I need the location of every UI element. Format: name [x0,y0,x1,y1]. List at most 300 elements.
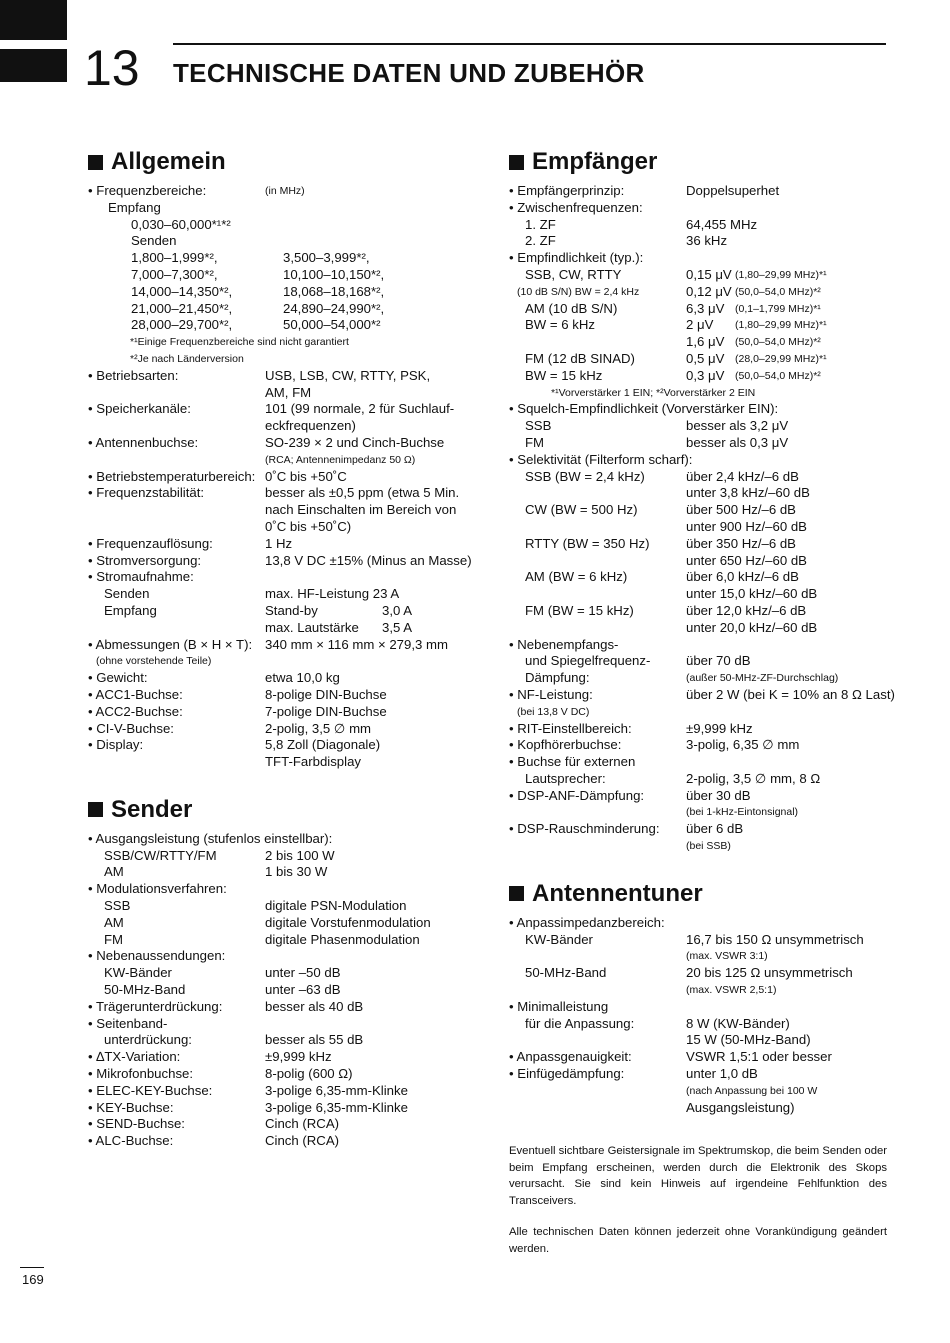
spec-row [88,317,468,334]
spec-row [88,485,468,502]
spec-label: • Frequenzstabilität: [88,485,205,501]
spec-value: 1 Hz [265,535,293,551]
spec-label: KW-Bänder [525,931,593,947]
spec-label: AM [104,864,124,880]
spec-value: max. HF-Leistung 23 A [265,586,400,602]
spec-value: 1,6 μV [686,334,725,350]
section-title: Sender [111,795,193,823]
spec-row [88,1032,468,1049]
spec-extra: 3,0 A [382,602,413,618]
spec-label: • Antennenbuchse: [88,434,199,450]
spec-row [88,898,468,915]
spec-row [88,637,468,654]
spec-value: eckfrequenzen) [265,418,356,434]
spec-value: (max. VSWR 2,5:1) [686,984,777,997]
spec-row [88,586,468,603]
spec-value: 2 bis 100 W [265,847,335,863]
spec-row [88,948,468,965]
spec-value: 3-polig, 6,35 ∅ mm [686,737,800,753]
spec-row [88,569,468,586]
spec-row [509,485,889,502]
spec-label: *¹Einige Frequenzbereiche sind nicht garantiert [130,336,349,349]
square-bullet-icon [509,886,524,901]
spec-row [509,1100,889,1117]
spec-label: und Spiegelfrequenz- [525,653,651,669]
spec-label: 28,000–29,700*², [131,317,233,333]
spec-label: • Speicherkanäle: [88,401,191,417]
spec-value: besser als 40 dB [265,998,364,1014]
spec-row [88,915,468,932]
spec-value: über 6 dB [686,821,744,837]
spec-value: besser als 0,3 μV [686,434,789,450]
spec-label: • Abmessungen (B × H × T): [88,636,253,652]
spec-value: 8-polige DIN-Buchse [265,686,387,702]
spec-value: 64,455 MHz [686,216,758,232]
spec-label: 1. ZF [525,216,556,232]
spec-row [509,737,889,754]
note-ghost-signals: Eventuell sichtbare Geistersignale im Spektrumskop, die beim Senden oder beim Empfang erscheinen, werden durch die Elektronik des Skops verursacht. Sie sind kein Hinweis auf irgendeine Fehlfunktion des Transceivers. [509,1145,888,1207]
spec-label: AM [104,914,124,930]
spec-row [88,1016,468,1033]
spec-row [88,217,468,234]
square-bullet-icon [88,802,103,817]
spec-value: unter 1,0 dB [686,1066,758,1082]
spec-label: FM (BW = 15 kHz) [525,602,634,618]
spec-extra: (50,0–54,0 MHz)*² [735,336,821,349]
spec-value: max. Lautstärke [265,619,359,635]
spec-row [88,603,468,620]
spec-row [88,932,468,949]
spec-label: • Selektivität (Filterform scharf): [509,451,693,467]
spec-label: SSB, CW, RTTY [525,266,622,282]
spec-value: 3-polige 6,35-mm-Klinke [265,1082,408,1098]
spec-row [509,948,889,965]
spec-label: • Empfindlichkeit (typ.): [509,250,644,266]
spec-row [88,1066,468,1083]
spec-label: Empfang [104,602,157,618]
spec-row [509,401,889,418]
note-spec-change: Alle technischen Daten können jederzeit ohne Vorankündigung geändert werden. [509,1226,887,1255]
spec-row [509,502,889,519]
spec-label: 50-MHz-Band [104,982,186,998]
spec-value: nach Einschalten im Bereich von [265,502,457,518]
spec-row [88,334,468,351]
spec-row [88,267,468,284]
spec-label: 2. ZF [525,233,556,249]
section-title: Allgemein [111,148,226,175]
spec-label: 0,030–60,000*¹*² [131,216,231,232]
spec-row [509,965,889,982]
spec-value: über 30 dB [686,787,751,803]
spec-row [509,200,889,217]
spec-value: besser als 55 dB [265,1032,364,1048]
spec-label: AM (10 dB S/N) [525,300,618,316]
spec-row [88,250,468,267]
spec-label: 7,000–7,300*², [131,266,218,282]
spec-label: • Nebenaussendungen: [88,948,226,964]
spec-label: • DSP-Rauschminderung: [509,821,660,837]
spec-label: unterdrückung: [104,1032,192,1048]
spec-extra: (50,0–54,0 MHz)*² [735,369,821,382]
spec-value: unter 20,0 kHz/–60 dB [686,619,818,635]
spec-row [88,653,468,670]
spec-label: • Betriebstemperaturbereich: [88,468,256,484]
spec-row [88,721,468,738]
spec-row [88,999,468,1016]
spec-row [509,686,895,704]
spec-value: 24,890–24,990*², [283,300,385,316]
spec-row [509,469,889,486]
spec-value: Ausgangsleistung) [686,1099,795,1115]
spec-label: • Kopfhörerbuchse: [509,737,622,753]
spec-row [509,637,889,654]
spec-row [509,553,889,570]
spec-label: • Zwischenfrequenzen: [509,199,643,215]
spec-value: 20 bis 125 Ω unsymmetrisch [686,965,853,981]
spec-label: SSB/CW/RTTY/FM [104,847,217,863]
spec-row [509,183,889,200]
spec-row [509,804,889,821]
spec-row [88,1100,468,1117]
spec-label: (ohne vorstehende Teile) [96,655,212,668]
right-column [509,145,895,1116]
spec-value: unter –63 dB [265,982,341,998]
spec-label: • Empfängerprinzip: [509,183,625,198]
spec-value: (nach Anpassung bei 100 W [686,1084,818,1097]
spec-value: 13,8 V DC ±15% (Minus an Masse) [265,552,472,568]
spec-row [88,301,468,318]
spec-value: (RCA; Antennenimpedanz 50 Ω) [265,453,416,466]
spec-extra: (1,80–29,99 MHz)*¹ [735,268,827,281]
spec-row [509,351,889,368]
spec-label: für die Anpassung: [525,1015,635,1031]
spec-row [88,864,468,881]
spec-value: 36 kHz [686,233,728,249]
spec-label: Dämpfung: [525,670,590,686]
spec-value: USB, LSB, CW, RTTY, PSK, [265,367,431,383]
spec-label: Senden [104,586,150,602]
spec-label: • Display: [88,737,144,753]
spec-value: 0,5 μV [686,350,725,366]
spec-row [88,552,472,570]
spec-row [88,1116,468,1133]
spec-row [88,368,468,385]
spec-row [509,620,889,637]
spec-row [509,435,889,452]
page-number-rule [20,1267,44,1268]
spec-row [88,183,468,200]
spec-row [509,821,889,838]
spec-value: (max. VSWR 3:1) [686,950,768,963]
spec-value: unter 15,0 kHz/–60 dB [686,586,818,602]
spec-value: TFT-Farbdisplay [265,754,361,770]
spec-value: besser als 3,2 μV [686,418,789,434]
spec-label: • Betriebsarten: [88,367,179,383]
spec-label: • Seitenband- [88,1015,168,1031]
spec-row [88,754,468,771]
spec-row [509,569,889,586]
spec-label: • Stromaufnahme: [88,569,194,585]
spec-label: • KEY-Buchse: [88,1099,174,1115]
spec-row [88,519,468,536]
spec-label: FM [104,931,124,947]
spec-value: besser als ±0,5 ppm (etwa 5 Min. [265,485,460,501]
spec-label: • Anpassgenauigkeit: [509,1049,632,1065]
spec-value: unter 900 Hz/–60 dB [686,518,807,534]
spec-value: 50,000–54,000*² [283,317,381,333]
spec-label: *¹Vorverstärker 1 EIN; *²Vorverstärker 2 EIN [551,386,756,399]
spec-label: AM (BW = 6 kHz) [525,569,628,585]
spec-label: • Buchse für externen [509,754,636,770]
spec-value: 0˚C bis +50˚C [265,468,347,484]
spec-value: digitale Vorstufenmodulation [265,914,431,930]
spec-label: (10 dB S/N) BW = 2,4 kHz [517,285,640,298]
spec-label: SSB [104,898,131,914]
spec-value: 8-polig (600 Ω) [265,1066,353,1082]
spec-row [509,1066,889,1083]
spec-row [509,704,889,721]
spec-label: • Mikrofonbuchse: [88,1066,194,1082]
spec-row [509,217,889,234]
spec-label: • Nebenempfangs- [509,636,619,652]
spec-row [88,233,468,250]
spec-value: Cinch (RCA) [265,1133,340,1149]
spec-value: 340 mm × 116 mm × 279,3 mm [265,636,448,652]
spec-row [88,200,468,217]
spec-label: • Einfügedämpfung: [509,1066,625,1082]
spec-label: Lautsprecher: [525,770,606,786]
spec-label: • NF-Leistung: [509,686,593,702]
spec-row [509,603,889,620]
spec-value: digitale PSN-Modulation [265,898,407,914]
spec-value: etwa 10,0 kg [265,670,340,686]
spec-row [509,1083,889,1100]
spec-row [509,334,889,351]
spec-label: • DSP-ANF-Dämpfung: [509,787,645,803]
spec-label: *²Je nach Länderversion [130,352,244,365]
spec-row [88,452,468,469]
spec-value: 0,12 μV [686,283,732,299]
section-heading [88,145,468,179]
spec-row [88,881,468,898]
spec-row [88,620,468,637]
spec-label: • Frequenzauflösung: [88,535,213,551]
chapter-tab-bar [0,0,67,40]
spec-row [509,721,889,738]
spec-row [88,737,468,754]
spec-label: Empfang [108,199,161,215]
spec-row [88,435,468,452]
spec-label: BW = 15 kHz [525,367,603,383]
spec-row [88,385,468,402]
spec-value: Doppelsuperhet [686,183,780,198]
spec-row [509,250,889,267]
spec-row [88,469,468,486]
spec-extra: (28,0–29,99 MHz)*¹ [735,352,827,365]
spec-row [509,317,889,334]
spec-value: 8 W (KW-Bänder) [686,1015,790,1031]
spec-label: CW (BW = 500 Hz) [525,502,638,518]
left-column [88,145,472,1150]
spec-row [509,1016,889,1033]
spec-value: (in MHz) [265,185,305,197]
spec-row [88,536,468,553]
spec-row [88,401,468,418]
spec-row [509,838,889,855]
spec-label: KW-Bänder [104,965,172,981]
spec-value: (außer 50-MHz-ZF-Durchschlag) [686,672,839,685]
section-title: Antennentuner [532,879,703,907]
spec-row [509,267,889,284]
spec-row [509,418,889,435]
spec-value: 2 μV [686,317,714,333]
spec-value: 3-polige 6,35-mm-Klinke [265,1099,408,1115]
spec-row [88,982,468,999]
spec-value: 15 W (50-MHz-Band) [686,1032,811,1048]
spec-row [509,670,889,687]
spec-value: SO-239 × 2 und Cinch-Buchse [265,434,445,450]
spec-row [509,586,889,603]
section-title: Empfänger [532,148,658,175]
spec-row [509,284,889,301]
spec-row [509,385,889,402]
spec-label: (bei 13,8 V DC) [517,705,590,718]
spec-extra: (0,1–1,799 MHz)*¹ [735,302,821,315]
spec-row [88,351,468,368]
page-number: 169 [22,1272,44,1287]
spec-row [509,233,889,250]
spec-value: unter 650 Hz/–60 dB [686,552,807,568]
spec-value: AM, FM [265,384,312,400]
spec-row [88,687,468,704]
spec-row [88,704,468,721]
spec-value: 1 bis 30 W [265,864,328,880]
spec-row [509,771,889,788]
spec-row [88,502,468,519]
spec-value: über 6,0 kHz/–6 dB [686,569,799,585]
spec-label: • ELEC-KEY-Buchse: [88,1082,213,1098]
spec-label: • CI-V-Buchse: [88,720,174,736]
spec-row [88,831,468,848]
spec-label: 14,000–14,350*², [131,283,233,299]
spec-row [509,301,889,318]
spec-value: 0,3 μV [686,367,725,383]
spec-value: VSWR 1,5:1 oder besser [686,1049,832,1065]
spec-value: (bei SSB) [686,840,731,853]
spec-label: • Ausgangsleistung (stufenlos einstellbar): [88,830,333,846]
spec-value: ±9,999 kHz [686,720,753,736]
spec-value: 5,8 Zoll (Diagonale) [265,737,381,753]
spec-row [509,932,889,949]
spec-label: • RIT-Einstellbereich: [509,720,632,736]
spec-value: 6,3 μV [686,300,725,316]
spec-row [88,670,468,687]
spec-row [88,1083,468,1100]
spec-row [509,915,889,932]
spec-label: SSB [525,418,552,434]
spec-label: RTTY (BW = 350 Hz) [525,535,650,551]
spec-label: • ∆TX-Variation: [88,1049,181,1065]
spec-row [88,284,468,301]
spec-label: • ALC-Buchse: [88,1133,174,1149]
spec-label: FM (12 dB SINAD) [525,350,635,366]
spec-value: 3,500–3,999*², [283,250,370,266]
spec-value: über 500 Hz/–6 dB [686,502,796,518]
square-bullet-icon [509,155,524,170]
spec-row [509,1049,889,1066]
spec-value: über 12,0 kHz/–6 dB [686,602,807,618]
spec-label: 21,000–21,450*², [131,300,233,316]
spec-value: (bei 1-kHz-Eintonsignal) [686,806,799,819]
spec-value: 18,068–18,168*², [283,283,385,299]
spec-value: unter –50 dB [265,965,341,981]
spec-row [509,519,889,536]
spec-label: BW = 6 kHz [525,317,595,333]
spec-row [509,1032,889,1049]
spec-label: • Frequenzbereiche: [88,183,207,198]
spec-label: • Trägerunterdrückung: [88,998,223,1014]
chapter-tab-marker [0,49,67,82]
spec-row [509,368,889,385]
spec-value: 0˚C bis +50˚C) [265,518,352,534]
spec-value: 10,100–10,150*², [283,266,385,282]
spec-label: • Gewicht: [88,670,148,686]
square-bullet-icon [88,155,103,170]
spec-row [88,1049,468,1066]
spec-label: • Modulationsverfahren: [88,881,227,897]
spec-value: Cinch (RCA) [265,1116,340,1132]
spec-label: FM [525,434,545,450]
spec-label: • Stromversorgung: [88,552,202,568]
spec-row [509,653,889,670]
spec-row [88,965,468,982]
spec-row [509,452,889,469]
spec-label: SSB (BW = 2,4 kHz) [525,468,645,484]
spec-label: • ACC1-Buchse: [88,686,183,702]
spec-value: 0,15 μV [686,266,732,282]
spec-value: 101 (99 normale, 2 für Suchlauf- [265,401,455,417]
spec-value: über 70 dB [686,653,751,669]
spec-extra: (1,80–29,99 MHz)*¹ [735,319,827,332]
spec-row [509,999,889,1016]
spec-row [509,536,889,553]
spec-value: 16,7 bis 150 Ω unsymmetrisch [686,931,864,947]
spec-label: 50-MHz-Band [525,965,607,981]
spec-row [88,418,468,435]
spec-row [509,788,889,805]
section-heading [509,877,889,911]
spec-value: über 350 Hz/–6 dB [686,535,796,551]
section-heading [88,793,468,827]
spec-value: ±9,999 kHz [265,1049,332,1065]
spec-label: • SEND-Buchse: [88,1116,185,1132]
spec-value: 7-polige DIN-Buchse [265,703,387,719]
spec-value: über 2,4 kHz/–6 dB [686,468,799,484]
chapter-title: TECHNISCHE DATEN UND ZUBEHÖR [173,58,645,88]
spec-label: • Minimalleistung [509,998,609,1014]
section-heading [509,145,889,179]
chapter-rule [173,43,886,45]
spec-label: • ACC2-Buchse: [88,703,183,719]
spec-value: digitale Phasenmodulation [265,931,420,947]
spec-label: 1,800–1,999*², [131,250,218,266]
spec-extra: (50,0–54,0 MHz)*² [735,285,821,298]
spec-value: Stand-by [265,602,318,618]
chapter-number: 13 [84,40,140,96]
spec-label: Senden [131,233,177,249]
spec-value: 2-polig, 3,5 ∅ mm, 8 Ω [686,770,821,786]
spec-value: 2-polig, 3,5 ∅ mm [265,720,372,736]
